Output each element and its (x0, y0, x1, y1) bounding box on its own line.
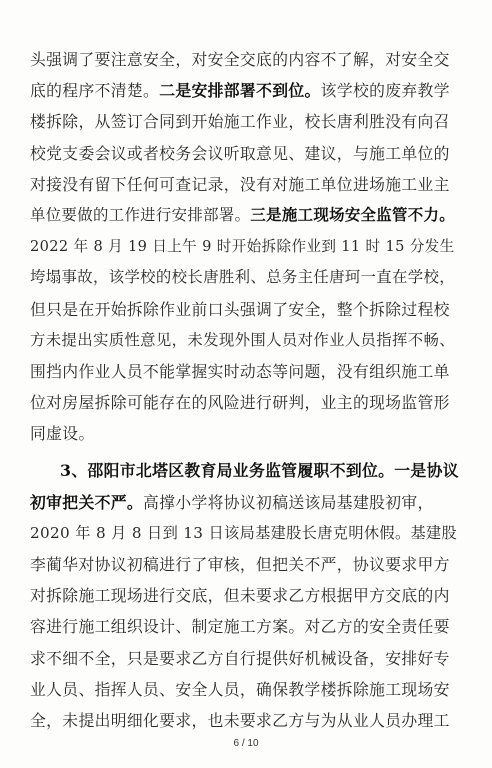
text-run: 但只是在开始拆除作业前口头强调了安全，整个拆除过程校 (30, 299, 450, 319)
text-line (30, 387, 458, 418)
text-run: 围挡内作业人员不能掌握实时动态等问题，没有组织施工单 (30, 361, 450, 381)
text-run: 2022 年 8 月 19 日上午 9 时开始拆除作业到 11 时 15 分发生 (30, 238, 455, 256)
text-line (30, 643, 458, 674)
text-run: 垮塌事故，该学校的校长唐胜利、总务主任唐珂一直在学校， (30, 268, 455, 287)
text-run: 全，未提出明细化要求，也未要求乙方与为从业人员办理工 (30, 710, 450, 730)
body-text (30, 44, 458, 736)
text-line (30, 356, 458, 387)
text-run: 头强调了要注意安全，对安全交底的内容不了解，对安全交 (30, 50, 450, 69)
text-run: 容进行施工组织设计、制定施工方案。对乙方的安全责任要 (30, 617, 450, 637)
text-run: 单位要做的工作进行安排部署。 (30, 205, 251, 224)
text-run: 方未提出实质性意见，未发现外围人员对作业人员指挥不畅、 (30, 330, 455, 349)
text-line (30, 106, 458, 137)
text-run: 校党支委会议或者校务会议听取意见、建议，与施工单位的 (30, 143, 450, 163)
bold-heading-run: 初审把关不严。 (30, 492, 144, 512)
text-line (30, 262, 458, 293)
text-run: 楼拆除，从签订合同到开始施工作业，校长唐利胜没有向召 (30, 112, 450, 132)
text-run: 对拆除施工现场进行交底，但未要求乙方根据甲方交底的内 (30, 586, 450, 606)
text-run: 位对房屋拆除可能存在的风险进行研判，业主的现场监管形 (30, 393, 450, 413)
text-run: 该学校的废弃教学 (320, 81, 450, 101)
bold-heading-run: 3、邵阳市北塔区教育局业务监管履职不到位。一是协议 (60, 461, 459, 481)
page-number: 6 / 10 (233, 738, 259, 749)
text-run: 李蔺华对协议初稿进行了审核，但把关不严，协议要求甲方 (30, 555, 450, 574)
text-line (30, 75, 458, 106)
text-line (30, 611, 458, 642)
text-line (30, 455, 458, 486)
text-line (30, 294, 458, 325)
text-line (30, 674, 458, 705)
bold-heading-run: 三是施工现场安全监管不力。 (250, 205, 456, 224)
text-run: 业人员、指挥人员、安全人员，确保教学楼拆除施工现场安 (30, 679, 450, 699)
text-line (30, 138, 458, 169)
text-line (30, 487, 458, 518)
text-line (30, 231, 458, 262)
text-run: 求不细不全，只是要求乙方自行提供好机械设备，安排好专 (30, 648, 450, 668)
text-line (30, 325, 458, 356)
text-run: 高撑小学将协议初稿送该局基建股初审， (143, 492, 434, 512)
text-line (30, 44, 458, 75)
text-line (30, 418, 458, 449)
text-line (30, 705, 458, 736)
text-run: 底的程序不清楚。 (30, 81, 160, 101)
text-line (30, 580, 458, 611)
text-line (30, 518, 458, 549)
text-run: 2020 年 8 月 8 日到 13 日该局基建股长唐克明休假。基建股 (30, 523, 458, 542)
text-line (30, 200, 458, 231)
text-line (30, 549, 458, 580)
text-run: 对接没有留下任何可查记录，没有对施工单位进场施工业主 (30, 174, 450, 194)
text-line (30, 169, 458, 200)
text-run: 同虚设。 (30, 424, 95, 444)
bold-heading-run: 二是安排部署不到位。 (159, 81, 321, 101)
